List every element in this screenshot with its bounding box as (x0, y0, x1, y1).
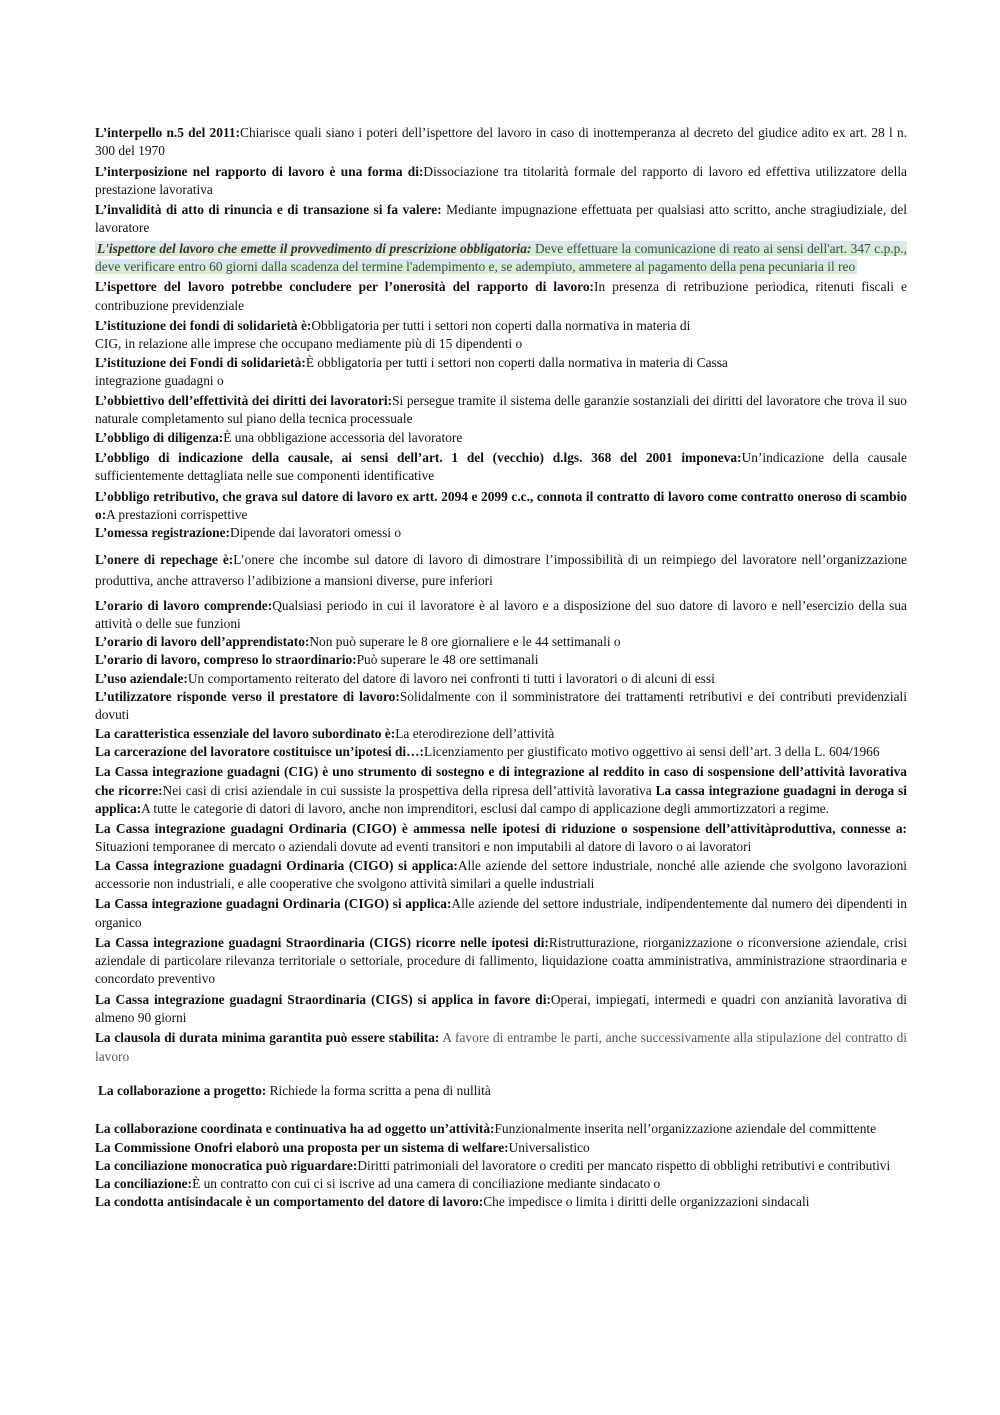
entry-question: L’utilizzatore risponde verso il prestatore di lavoro: (95, 689, 400, 705)
entry-answer: Operai, impiegati, intermedi e quadri con anzianità lavorativa di almeno 90 giorni (95, 991, 908, 1026)
entry-answer-continued: CIG, in relazione alle imprese che occupano mediamente più di 15 dipendenti o (95, 336, 523, 352)
entry-answer: Alle aziende del settore industriale, nonché alle aziende che svolgono lavorazioni accessorie non industriali, e alle cooperative che svolgono attività similari a quelle industriali (95, 857, 907, 891)
entry-answer: Licenziamento per giustificato motivo oggettivo ai sensi dell’art. 3 della L. 604/1966 (424, 743, 880, 759)
entry-question: L’orario di lavoro comprende: (95, 597, 273, 613)
entry-question: L’istituzione dei fondi di solidarietà è: (95, 317, 312, 333)
entry-utilizzatore (95, 688, 907, 725)
entry-answer: Alle aziende del settore industriale, indipendentemente dal numero dei dipendenti in organico (95, 896, 907, 930)
entry-question: La condotta antisindacale è un comportamento del datore di lavoro: (95, 1194, 484, 1210)
entry-obbligo-diligenza (95, 429, 907, 447)
entry-obbiettivo-effettivita (95, 392, 907, 429)
entry-question: La conciliazione: (95, 1176, 193, 1192)
entry-answer: Chiarisce quali siano i poteri dell’ispettore del lavoro in caso di inottemperanza al decreto del giudice adito ex art. 28 l n. 300 del 1970 (95, 125, 907, 159)
entry-question: L’omessa registrazione: (95, 525, 230, 541)
entry-answer: È una obbligazione accessoria del lavoratore (223, 429, 463, 445)
entry-answer: Mediante impugnazione effettuata per qualsiasi atto scritto, anche stragiudiziale, del lavoratore (95, 202, 907, 236)
entry-question: La clausola di durata minima garantita può essere stabilita: (95, 1030, 440, 1046)
entry-question: La Cassa integrazione guadagni Ordinaria (CIGO) si applica: (95, 857, 458, 873)
entry-answer: Un’indicazione della causale sufficientemente dettagliata nelle sue componenti identificative (95, 450, 907, 484)
entry-caratteristica-subordinato (95, 725, 907, 743)
entry-interpello (95, 124, 907, 161)
entry-question: La caratteristica essenziale del lavoro subordinato è: (95, 725, 396, 741)
entry-question: L’interpello n.5 del 2011: (95, 125, 241, 140)
entry-cigo-applica-2 (95, 895, 907, 932)
entry-answer: A favore di entrambe le parti, anche successivamente alla stipulazione del contratto di lavoro (95, 1030, 907, 1064)
entry-answer: Si persegue tramite il sistema delle garanzie sostanziali dei diritti del lavoratore che trova il suo naturale completamento sul piano della tecnica processuale (95, 393, 907, 427)
entry-istituzione-fondi-2 (95, 354, 907, 391)
entry-carcerazione (95, 743, 907, 761)
entry-question: L’obbligo di diligenza: (95, 429, 224, 445)
entry-answer: Diritti patrimoniali del lavoratore o crediti per mancato rispetto di obblighi retributivi e contributivi (357, 1157, 891, 1173)
entry-question: La Commissione Onofri elaborò una proposta per un sistema di welfare: (95, 1139, 509, 1155)
entry-answer: Nei casi di crisi aziendale in cui sussiste la prospettiva della ripresa dell’attività lavorativa (162, 782, 656, 798)
entry-question: L’orario di lavoro dell’apprendistato: (95, 634, 310, 650)
entry-question: L’obbligo retributivo, che grava sul datore di lavoro ex artt. 2094 e 2099 c.c., connota il contratto di lavoro come contratto oneroso di scambio o: (95, 488, 907, 522)
entry-answer: L’onere che incombe sul datore di lavoro di dimostrare l’impossibilità di un reimpiego del lavoratore nell’organizzazione produttiva, anche attraverso l’adibizione a mansioni diverse, pure inferiori (95, 551, 908, 588)
entry-answer: Un comportamento reiterato del datore di lavoro nei confronti ti tutti i lavoratori o di alcuni di essi (187, 670, 715, 686)
entry-answer-2: A tutte le categorie di datori di lavoro, anche non imprenditori, esclusi dal campo di applicazione degli ammortizzatori a regime. (141, 800, 830, 816)
entry-cigo-applica-1 (95, 857, 907, 894)
entry-answer: È obbligatoria per tutti i settori non coperti dalla normativa in materia di Cassa (305, 354, 728, 370)
entry-question: L’obbiettivo dell’effettività dei diritti dei lavoratori: (95, 393, 393, 409)
entry-question: La Cassa integrazione guadagni Ordinaria (CIGO) si applica: (95, 896, 452, 912)
entry-question: L’interposizione nel rapporto di lavoro è una forma di: (95, 163, 424, 179)
entry-question: La Cassa integrazione guadagni Ordinaria (CIGO) è ammessa nelle ipotesi di riduzione o sospensione dell’attivitàproduttiva, connesse a: (95, 821, 907, 837)
entry-commissione-onofri (95, 1139, 907, 1157)
entry-omessa-registrazione (95, 524, 907, 542)
entry-uso-aziendale (95, 670, 907, 688)
entry-answer: Situazioni temporanee di mercato o aziendali dovute ad eventi transitori e non imputabili al datore di lavoro o ai lavoratori (95, 839, 752, 855)
entry-obbligo-causale (95, 449, 907, 486)
entry-answer-continued: integrazione guadagni o (95, 372, 224, 388)
entry-orario-comprende (95, 597, 907, 634)
entry-cigo-ipotesi (95, 820, 907, 857)
entry-answer: In presenza di retribuzione periodica, ritenuti fiscali e contribuzione previdenziale (95, 279, 907, 313)
entry-conciliazione (95, 1175, 907, 1193)
entry-orario-apprendistato (95, 633, 907, 651)
entry-question: La Cassa integrazione guadagni (CIG) è uno strumento di sostegno e di integrazione al reddito in caso di sospensione dell’attività lavorativa che ricorre: (95, 764, 907, 798)
entry-answer: Solidalmente con il somministratore dei trattamenti retributivi e dei contributi previdenziali dovuti (95, 689, 907, 723)
entry-cigs-favore (95, 991, 907, 1028)
entry-obbligo-retributivo (95, 488, 907, 525)
entry-clausola-durata (95, 1029, 907, 1066)
entry-answer: Obbligatoria per tutti i settori non coperti dalla normativa in materia di (311, 317, 691, 333)
entry-ispettore-prescrizione (95, 240, 907, 277)
entry-question: La Cassa integrazione guadagni Straordinaria (CIGS) si applica in favore di: (95, 991, 551, 1007)
entry-ispettore-onerosita (95, 278, 907, 315)
entry-answer: Deve effettuare la comunicazione di reato ai sensi dell'art. 347 c.p.p., deve verificare entro 60 giorni dalla scadenza del termine l'adempimento e, se adempiuto, ammetere al pagamento della pena pecuniaria il reo (95, 240, 907, 275)
entry-conciliazione-monocratica (95, 1157, 907, 1175)
entry-question: La collaborazione coordinata e continuativa ha ad oggetto un’attività: (95, 1121, 495, 1137)
entry-condotta-antisindacale (95, 1193, 907, 1211)
entry-question: L’orario di lavoro, compreso lo straordinario: (95, 652, 357, 668)
document-page (95, 124, 907, 1212)
entry-question: L’istituzione dei Fondi di solidarietà: (95, 354, 306, 370)
entry-question-2: La cassa integrazione guadagni in deroga si applica: (95, 782, 907, 816)
entry-question: L'ispettore del lavoro che emette il provvedimento di prescrizione obbligatoria: (97, 240, 532, 256)
entry-answer: La eterodirezione dell’attività (395, 725, 555, 741)
entry-question: L’uso aziendale: (95, 670, 188, 686)
entry-collaborazione-progetto (95, 1082, 907, 1100)
entry-answer: È un contratto con cui ci si iscrive ad una camera di conciliazione mediante sindacato o (192, 1176, 661, 1192)
entry-cigs-ipotesi (95, 934, 907, 989)
entry-invalidita (95, 201, 907, 238)
entry-answer: Dipende dai lavoratori omessi o (230, 525, 402, 541)
entry-question: La collaborazione a progetto: (98, 1082, 267, 1098)
entry-answer: Universalistico (508, 1139, 590, 1155)
entry-question: L’ispettore del lavoro potrebbe concludere per l’onerosità del rapporto di lavoro: (95, 279, 595, 295)
entry-answer: Richiede la forma scritta a pena di nullità (266, 1082, 491, 1098)
highlighted-entry (95, 241, 907, 274)
entry-interposizione (95, 163, 907, 200)
entry-question: L’invalidità di atto di rinuncia e di transazione si fa valere: (95, 202, 442, 218)
entry-answer: Funzionalmente inserita nell’organizzazione aziendale del committente (494, 1121, 877, 1137)
entry-collaborazione-coordinata (95, 1120, 907, 1138)
entry-answer: Dissociazione tra titolarità formale del rapporto di lavoro ed effettiva utilizzatore della prestazione lavorativa (95, 163, 907, 197)
entry-istituzione-fondi-1 (95, 317, 907, 354)
entry-question: La carcerazione del lavoratore costituisce un’ipotesi di…: (95, 743, 425, 759)
entry-answer: Che impedisce o limita i diritti delle organizzazioni sindacali (483, 1194, 810, 1210)
entry-answer: Non può superare le 8 ore giornaliere e le 44 settimanali o (309, 634, 621, 650)
entry-cig (95, 763, 907, 818)
entry-orario-straordinario (95, 651, 907, 669)
entry-question: La Cassa integrazione guadagni Straordinaria (CIGS) ricorre nelle ipotesi di: (95, 934, 549, 950)
entry-onere-repechage (95, 549, 907, 591)
entry-question: L’onere di repechage è: (95, 551, 234, 567)
entry-answer: A prestazioni corrispettive (106, 506, 248, 522)
entry-question: La conciliazione monocratica può riguardare: (95, 1157, 358, 1173)
entry-question: L’obbligo di indicazione della causale, ai sensi dell’art. 1 del (vecchio) d.lgs. 368 del 2001 imponeva: (95, 450, 742, 466)
entry-answer: Ristrutturazione, riorganizzazione o riconversione aziendale, crisi aziendale di particolare rilevanza territoriale o settoriale, procedure di fallimento, liquidazione coatta amministrativa, amministrazione straordinaria e concordato preventivo (95, 934, 907, 987)
entry-answer: Qualsiasi periodo in cui il lavoratore è al lavoro e a disposizione del suo datore di lavoro e nell’esercizio della sua attività o delle sue funzioni (95, 597, 907, 631)
entry-answer: Può superare le 48 ore settimanali (356, 652, 539, 668)
